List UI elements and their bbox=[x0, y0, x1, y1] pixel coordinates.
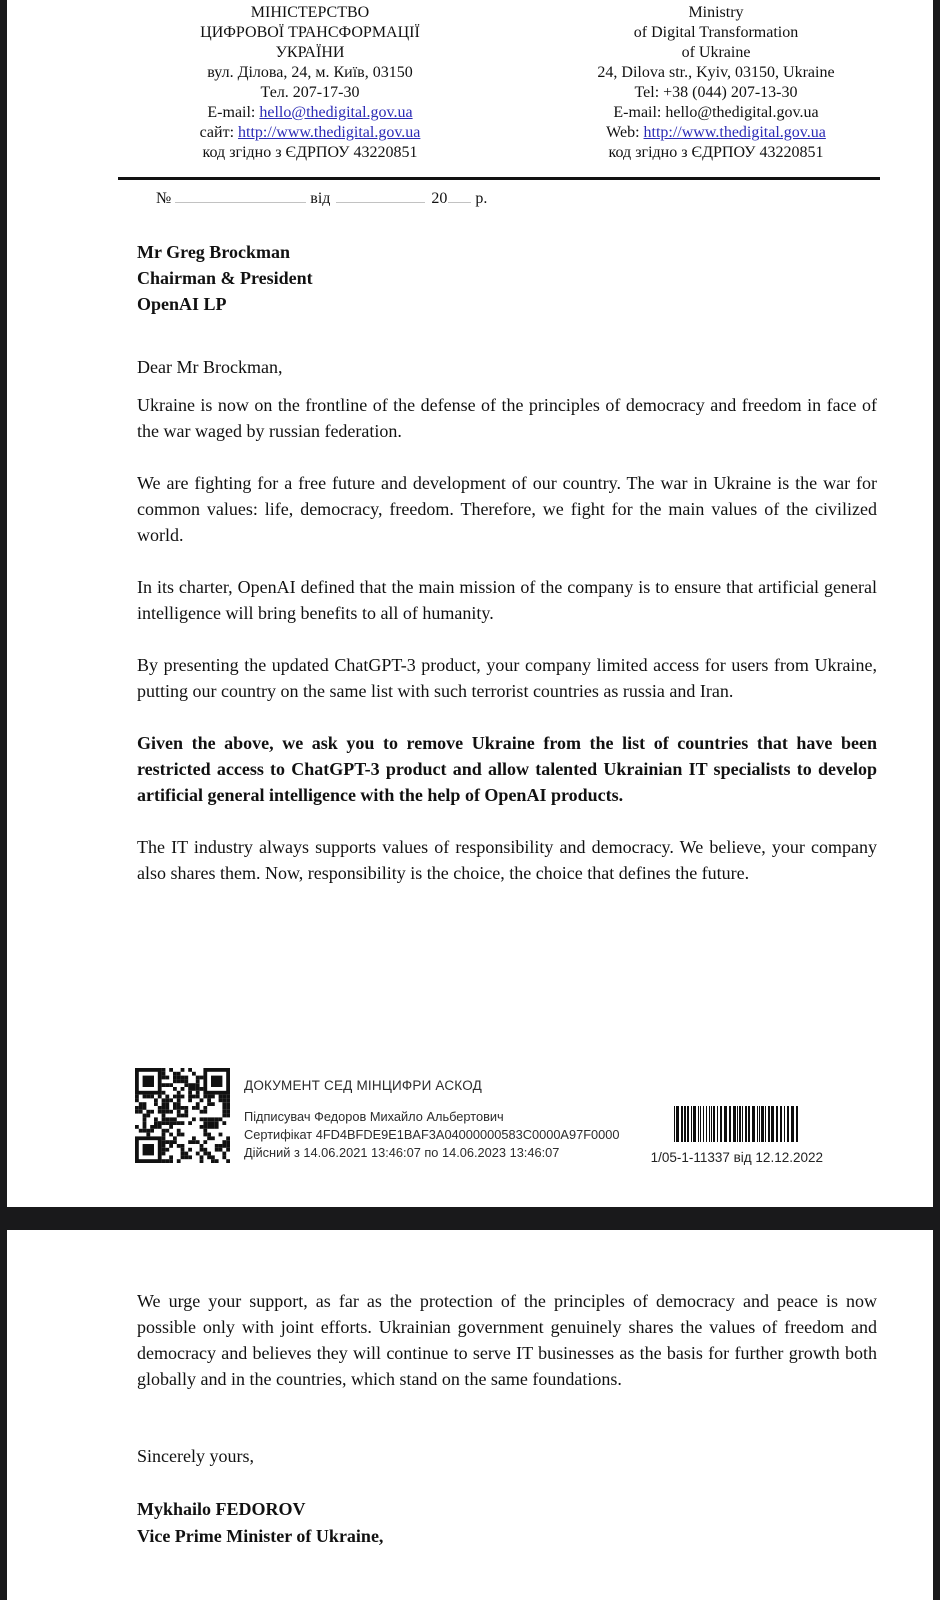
stamp-validity: Дійсний з 14.06.2021 13:46:07 по 14.06.2023 13:46:07 bbox=[244, 1145, 560, 1160]
edrpou-code-en: код згідно з ЄДРПОУ 43220851 bbox=[608, 144, 824, 161]
qr-code-image bbox=[135, 1068, 230, 1163]
letterhead-english bbox=[551, 3, 881, 163]
registration-barcode bbox=[651, 1068, 823, 1166]
ref-year-label: 20 bbox=[431, 190, 448, 207]
paragraph-3: In its charter, OpenAI defined that the main mission of the company is to ensure that artificial general intelligence will bring benefits to all of humanity. bbox=[137, 577, 877, 623]
letter-body-page2 bbox=[7, 1230, 933, 1550]
ref-r-label: р. bbox=[475, 190, 488, 207]
paragraph-1: Ukraine is now on the frontline of the defense of the principles of democracy and freedom in face of the war waged by russian federation. bbox=[137, 395, 877, 441]
web-line-en bbox=[551, 123, 881, 143]
paragraph-closing: The IT industry always supports values of responsibility and democracy. We believe, your company also shares them. Now, responsibility is the choice, the choice that defines the future. bbox=[137, 837, 877, 883]
letterhead-ukrainian bbox=[127, 3, 493, 163]
paragraph-2: We are fighting for a free future and development of our country. The war in Ukraine is the war for common values: life, democracy, freedom. Therefore, we fight for the main values of the civilized world. bbox=[137, 473, 877, 545]
recipient-company: OpenAI LP bbox=[137, 294, 227, 314]
letter-page-2 bbox=[7, 1230, 933, 1600]
ministry-title-uk-line2: ЦИФРОВОЇ ТРАНСФОРМАЦІЇ bbox=[200, 24, 420, 41]
recipient-name: Mr Greg Brockman bbox=[137, 242, 290, 262]
letter-page-1 bbox=[7, 0, 933, 1207]
ref-no-label: № bbox=[156, 190, 172, 207]
barcode-label: 1/05-1-11337 від 12.12.2022 bbox=[650, 1150, 823, 1165]
ref-year-blank bbox=[448, 189, 471, 203]
recipient-block bbox=[137, 239, 877, 317]
signature-title: Vice Prime Minister of Ukraine, bbox=[137, 1526, 384, 1546]
letter-body bbox=[137, 239, 877, 886]
address-uk: вул. Ділова, 24, м. Київ, 03150 bbox=[207, 64, 413, 81]
paragraph-support: We urge your support, as far as the protection of the principles of democracy and peace is now possible only with joint efforts. Ukrainian government genuinely shares the values of freedom and democracy and believes they will continue to serve IT businesses as the basis for further growth both globally and in the countries, which stand on the same foundations. bbox=[137, 1291, 877, 1389]
stamp-certificate: Сертифікат 4FD4BFDE9E1BAF3A04000000583C0000A97F0000 bbox=[244, 1127, 620, 1142]
ministry-title-uk-line1: МІНІСТЕРСТВО bbox=[250, 4, 370, 21]
page-break-gap bbox=[7, 1207, 933, 1230]
web-label-en: Web: bbox=[606, 124, 644, 141]
request-paragraph-bold: Given the above, we ask you to remove Ukraine from the list of countries that have been restricted access to ChatGPT-3 product and allow talented Ukrainian IT specialists to develop artificial general intelligence with the help of OpenAI products. bbox=[137, 733, 877, 805]
recipient-role: Chairman & President bbox=[137, 268, 313, 288]
address-en: 24, Dilova str., Kyiv, 03150, Ukraine bbox=[597, 64, 835, 81]
stamp-system-title: ДОКУМЕНТ СЕД МІНЦИФРИ АСКОД bbox=[244, 1078, 482, 1093]
web-link-en[interactable]: http://www.thedigital.gov.ua bbox=[643, 124, 826, 141]
ministry-title-en-line2: of Digital Transformation bbox=[633, 24, 799, 41]
signature-stamp-text bbox=[244, 1068, 620, 1162]
paragraph-4: By presenting the updated ChatGPT-3 product, your company limited access for users from Ukraine, putting our country on the same list with such terrorist countries as russia and Iran. bbox=[137, 655, 877, 701]
ministry-title-en-line1: Ministry bbox=[688, 4, 744, 21]
email-line-uk bbox=[127, 103, 493, 123]
site-line-uk bbox=[127, 123, 493, 143]
site-label-uk: сайт: bbox=[199, 124, 239, 141]
email-link-uk[interactable]: hello@thedigital.gov.ua bbox=[259, 104, 413, 121]
closing-phrase: Sincerely yours, bbox=[137, 1446, 254, 1466]
ministry-title-en-line3: of Ukraine bbox=[681, 44, 751, 61]
signature-block bbox=[137, 1496, 877, 1550]
letterhead-divider bbox=[118, 177, 880, 180]
ref-number-blank bbox=[175, 189, 306, 203]
reference-number-line bbox=[156, 189, 933, 209]
barcode-image bbox=[674, 1106, 800, 1142]
tel-en: Tel: +38 (044) 207-13-30 bbox=[634, 84, 798, 101]
stamp-signer: Підписувач Федоров Михайло Альбертович bbox=[244, 1109, 504, 1124]
signature-name: Mykhailo FEDOROV bbox=[137, 1499, 306, 1519]
ref-date-blank bbox=[336, 189, 425, 203]
tel-uk: Тел. 207-17-30 bbox=[260, 84, 360, 101]
site-link-uk[interactable]: http://www.thedigital.gov.ua bbox=[238, 124, 421, 141]
email-line-en: E-mail: hello@thedigital.gov.ua bbox=[613, 104, 819, 121]
salutation: Dear Mr Brockman, bbox=[137, 357, 283, 377]
ministry-title-uk-line3: УКРАЇНИ bbox=[275, 44, 345, 61]
edrpou-code-uk: код згідно з ЄДРПОУ 43220851 bbox=[202, 144, 418, 161]
letterhead bbox=[7, 0, 933, 163]
ref-vid-label: від bbox=[310, 190, 331, 207]
digital-signature-stamp bbox=[135, 1068, 885, 1166]
email-label-uk: E-mail: bbox=[207, 104, 260, 121]
